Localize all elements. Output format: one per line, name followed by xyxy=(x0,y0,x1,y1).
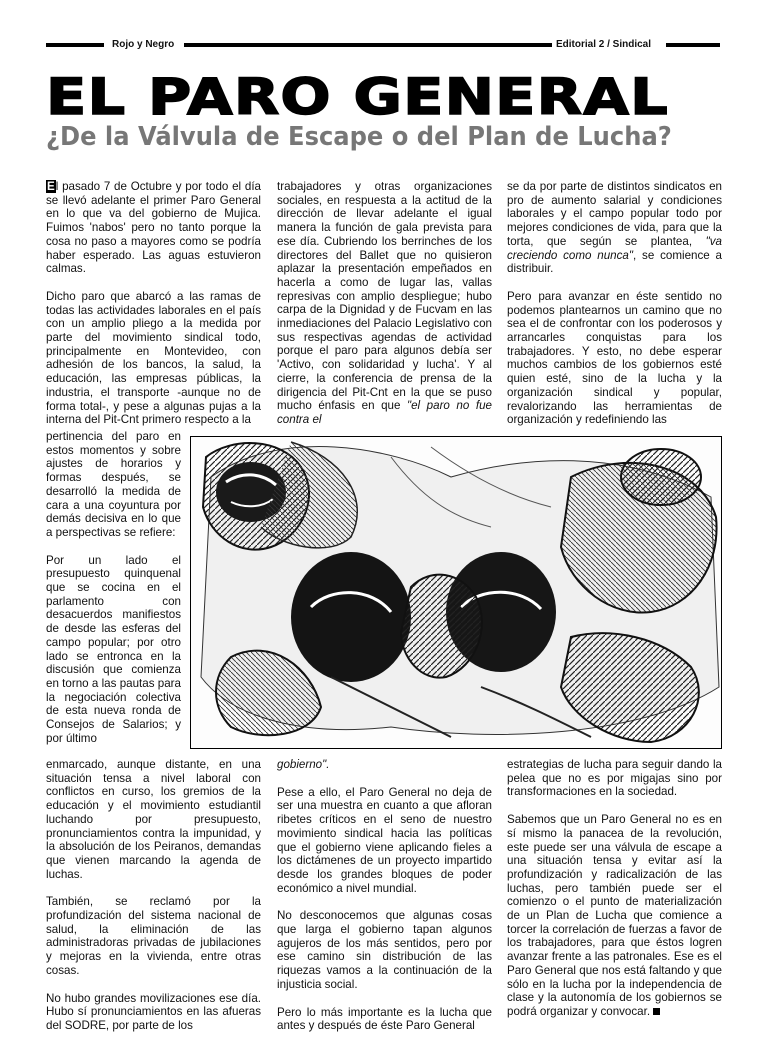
col3-paragraph-1a: se da por parte de distintos sindicatos en pro de aumento salarial y condiciones laborales y el campo popular todo por mejores condiciones de vida, para que la torta, que según se plantea, xyxy=(507,180,722,248)
page-header xyxy=(46,38,720,52)
col3-paragraph-2: Pero para avanzar en éste sentido no podemos plantearnos un camino que no sea el de confrontar con los poderosos y arrancarles conquistas para los trabajadores. Y esto, no debe esperar muchos cambios de los gobiernos esté quien esté, sino de la lucha y la organización sindical y popular, revalorizando las herramientas de organización y redefiniendo las xyxy=(507,289,722,427)
column-3-top xyxy=(507,180,722,441)
col3-quote-1: "va creciendo como nunca" xyxy=(507,234,722,262)
page-subtitle: ¿De la Válvula de Escape o del Plan de Lucha? xyxy=(46,122,672,152)
col1-paragraph-1: l pasado 7 de Octubre y por todo el día se llevó adelante el primer Paro General en lo que va del gobierno de Mujica. Fuimos 'nabos' pero no tanto porque la cosa no paso a mayores como se podría haber esperado. Las aguas estuvieron calmas. xyxy=(46,180,261,276)
column-1-top xyxy=(46,180,261,441)
col1-paragraph-5: No hubo grandes movilizaciones ese día. Hubo sí pronunciamientos en las afueras del SODRE, por parte de los xyxy=(46,991,261,1032)
col1-paragraph-3a: Por un lado el presupuesto quinquenal que se cocina en el parlamento con desacuerdos manifiestos de desde las esferas del campo popular; por otro lado se entronca en la discusión que comienza en torno a las pautas para la negociación colectiva de esta nueva ronda de Consejos de Salarios; y por último xyxy=(46,553,181,745)
header-rule-left xyxy=(46,43,104,47)
column-3-bottom xyxy=(507,758,722,1033)
col3-paragraph-1b: , se comience a distribuir. xyxy=(507,248,722,276)
column-1-narrow xyxy=(46,430,181,759)
col1-paragraph-2b: pertinencia del paro en estos momentos y sobre ajustes de horarios y formas después, se desarrolló la medida de cara a una coyuntura por demás decisiva en lo que a perspectivas se refiere: xyxy=(46,430,181,539)
column-1-bottom xyxy=(46,758,261,1047)
col2-paragraph-1: trabajadores y otras organizaciones sociales, en respuesta a la actitud de la dirección de llevar adelante el igual manera la función de gala prevista para ese día. Cubriendo los berrinches de los directores del Ballet que no quisieron aplazar la presentación empeñados en hacerla a como de lugar las, vallas represivas con amplio despliegue; hubo carpa de la Dignidad y de Fucvam en las inmediaciones del Palacio Legislativo con sus respectivas agendas de actividad porque el paro para algunos debía ser 'Activo, con solidaridad y lucha'. Y al cierre, la conferencia de prensa de la dirigencia del Pit-Cnt en la que se puso mucho énfasis en que xyxy=(277,180,492,413)
col1-paragraph-2: Dicho paro que abarcó a las ramas de todas las actividades laborales en el país con un amplio pliego a la medida por parte del movimiento sindical todo, principalmente en Montevideo, con adhesión de los bancos, la salud, la educación, las empresas públicas, la industria, el transporte -aunque no de forma total-, y pese a algunas pujas a la interna del Pit-Cnt primero respecto a la xyxy=(46,289,261,427)
col1-paragraph-4: También, se reclamó por la profundización del sistema nacional de salud, la eliminación de las administradoras privadas de jubilaciones y mejoras en la vivienda, entre otras cosas. xyxy=(46,895,261,977)
col1-paragraph-3b: enmarcado, aunque distante, en una situación tensa a nivel laboral con conflictos en curso, los gremios de la educación y el movimiento estudiantil luchando por presupuesto, pronunciamientos contra la impunidad, y la absolución de los Peiranos, demandas que vienen marcando la agenda de luchas. xyxy=(46,758,261,881)
end-mark-icon xyxy=(653,1008,660,1015)
woodcut-figures-illustration xyxy=(190,436,722,749)
col2-paragraph-4: Pero lo más importante es la lucha que antes y después de éste Paro General xyxy=(277,1005,492,1033)
col2-quote-1-end: gobierno". xyxy=(277,758,330,771)
illustration-graphic xyxy=(191,437,721,748)
publication-name: Rojo y Negro xyxy=(108,38,178,52)
column-2-bottom xyxy=(277,758,492,1047)
page-title: EL PARO GENERAL xyxy=(46,68,669,126)
column-2-top xyxy=(277,180,492,441)
col2-paragraph-2: Pese a ello, el Paro General no deja de ser una muestra en cuanto a que afloran ribetes críticos en el seno de nuestro movimiento sindical hacia las políticas que el gobierno viene aplicando fieles a los dictámenes de un proyecto impartido desde los grandes bloques de poder económico a nivel mundial. xyxy=(277,785,492,895)
header-rule-middle xyxy=(184,43,554,47)
header-rule-right xyxy=(666,43,720,47)
col2-paragraph-3: No desconocemos que algunas cosas que larga el gobierno tapan algunos agujeros de los más sentidos, pero por ese camino sin distribución de las riquezas vamos a la continuación de la injusticia social. xyxy=(277,909,492,991)
col3-paragraph-3: Sabemos que un Paro General no es en sí mismo la panacea de la revolución, este puede ser una válvula de escape a una situación tensa y evitar así la profundización y radicalización de las luchas, pero también puede ser el comienzo o el punto de materialización de un Plan de Lucha que comience a torcer la correlación de fuerzas a favor de los trabajadores, para que éstos logren avanzar frente a las patronales. Ese es el Paro General que nos está faltando y que sólo en la lucha por la independencia de clase y la autonomía de los gobiernos se podrá organizar y convocar. xyxy=(507,813,722,1018)
col3-paragraph-2b: estrategias de lucha para seguir dando la pelea que no es por migajas sino por transformaciones en la sociedad. xyxy=(507,758,722,799)
drop-cap: E xyxy=(47,180,55,193)
col2-quote-1: "el paro no fue contra el xyxy=(277,399,492,426)
section-label: Editorial 2 / Sindical xyxy=(552,38,655,52)
